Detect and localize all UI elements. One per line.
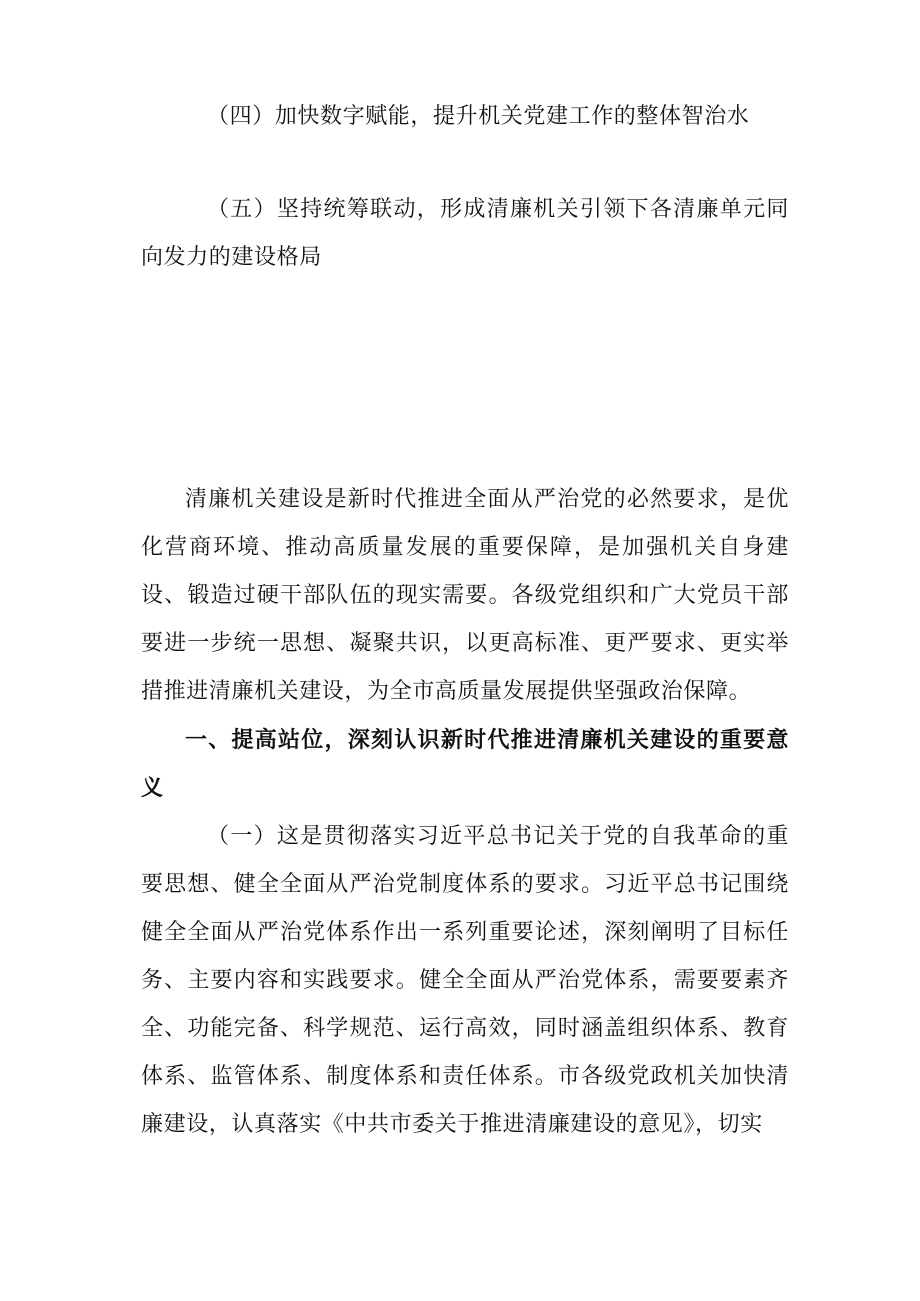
chapter-heading-one: 一、提高站位，深刻认识新时代推进清廉机关建设的重要意义: [141, 727, 789, 801]
intro-paragraph: 清廉机关建设是新时代推进全面从严治党的必然要求，是优化营商环境、推动高质量发展的重要保障，是加强机关自身建设、锻造过硬干部队伍的现实需要。各级党组织和广大党员干部要进一步统一思想、凝聚共识，以更高标准、更严要求、更实举措推进清廉机关建设，为全市高质量发展提供坚强政治保障。: [141, 487, 789, 704]
section-heading-four: （四）加快数字赋能，提升机关党建工作的整体智治水: [207, 104, 750, 129]
section-heading-five: （五）坚持统筹联动，形成清廉机关引领下各清廉单元同向发力的建设格局: [141, 197, 789, 270]
body-paragraph-one: （一）这是贯彻落实习近平总书记关于党的自我革命的重要思想、健全全面从严治党制度体系的要求。习近平总书记围绕健全全面从严治党体系作出一系列重要论述，深刻阐明了目标任务、主要内容和实践要求。健全全面从严治党体系，需要要素齐全、功能完备、科学规范、运行高效，同时涵盖组织体系、教育体系、监管体系、制度体系和责任体系。市各级党政机关加快清廉建设，认真落实《中共市委关于推进清廉建设的意见》，切实: [141, 824, 789, 1137]
